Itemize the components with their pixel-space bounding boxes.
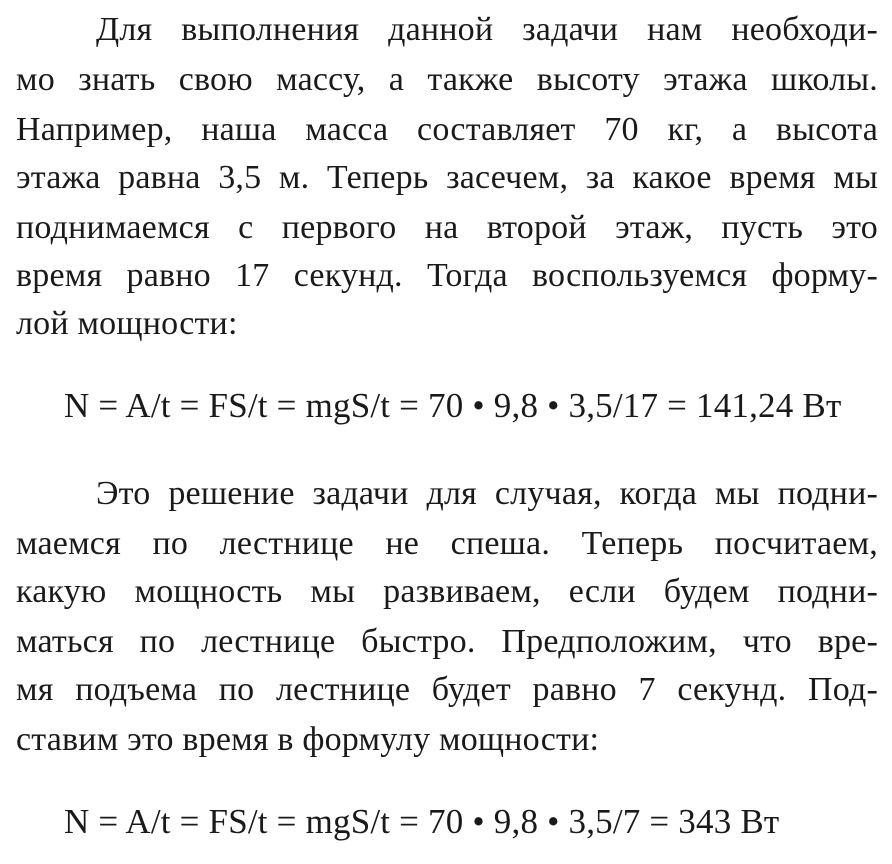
power-formula-fast: N = A/t = FS/t = mgS/t = 70 • 9,8 • 3,5/7 = 343 Вт — [64, 802, 780, 841]
paragraph-2-line-3: какую мощность мы развиваем, если будем подни- — [16, 573, 878, 610]
paragraph-1-line-1: Для выполнения данной задачи нам необходи- — [96, 11, 878, 48]
paragraph-1-line-6: время равно 17 секунд. Тогда воспользуемся форму- — [16, 257, 878, 294]
paragraph-1-line-2: мо знать свою массу, а также высоту этажа школы. — [16, 61, 878, 98]
paragraph-1-line-7: лой мощности: — [16, 305, 238, 342]
paragraph-2-line-5: мя подъема по лестнице будет равно 7 секунд. Под- — [16, 671, 878, 708]
paragraph-2-line-4: маться по лестнице быстро. Предположим, что вре- — [16, 623, 878, 660]
paragraph-1-line-3: Например, наша масса составляет 70 кг, а высота — [16, 111, 878, 148]
paragraph-2-line-2: маемся по лестнице не спеша. Теперь посчитаем, — [16, 525, 878, 562]
paragraph-2-line-6: ставим это время в формулу мощности: — [16, 721, 600, 758]
paragraph-2-line-1: Это решение задачи для случая, когда мы подни- — [96, 475, 878, 512]
power-formula-slow: N = A/t = FS/t = mgS/t = 70 • 9,8 • 3,5/17 = 141,24 Вт — [64, 386, 842, 425]
paragraph-1-line-5: поднимаемся с первого на второй этаж, пусть это — [16, 209, 878, 246]
paragraph-1-line-4: этажа равна 3,5 м. Теперь засечем, за какое время мы — [16, 159, 878, 196]
